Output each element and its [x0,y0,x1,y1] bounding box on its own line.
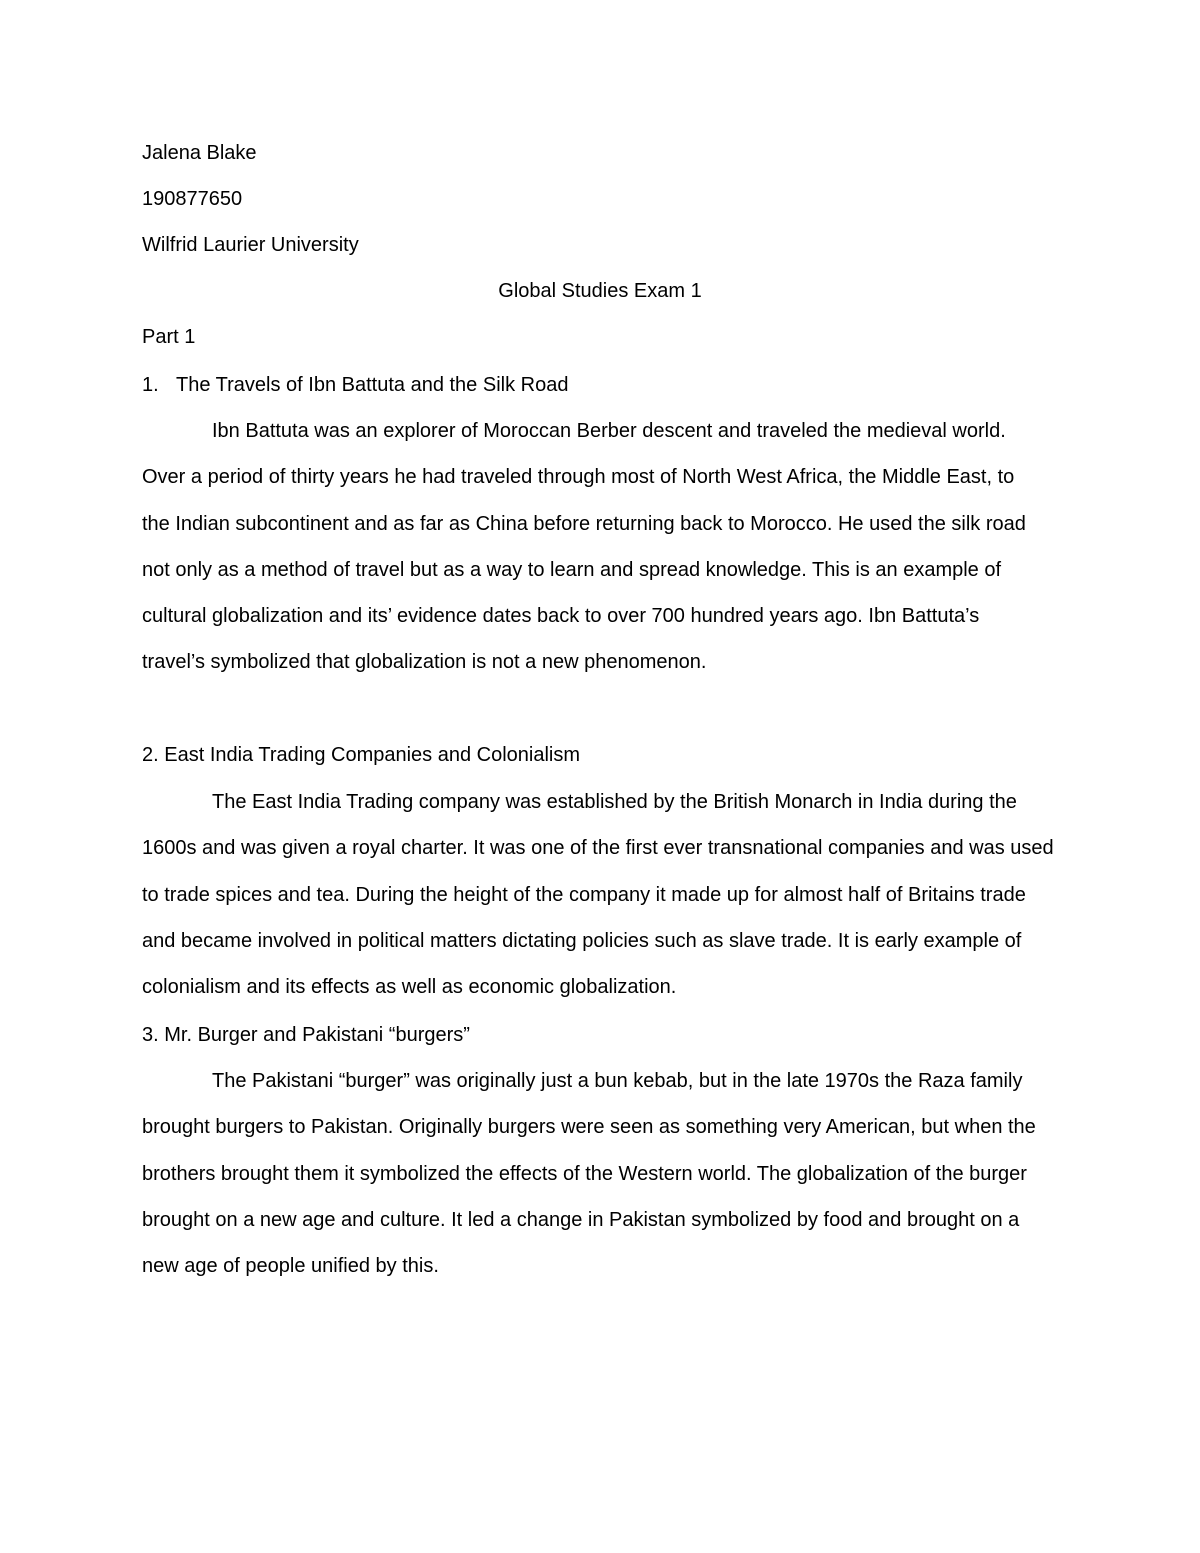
student-id: 190877650 [142,188,243,210]
section-heading-2: 2. East India Trading Companies and Colonialism [142,744,581,766]
section-heading-1-text: The Travels of Ibn Battuta and the Silk Road [176,374,569,396]
document-title: Global Studies Exam 1 [498,280,702,302]
section-body-1: Ibn Battuta was an explorer of Moroccan Berber descent and traveled the medieval world. Over a period of thirty years he had traveled through most of North West Africa, the Middle East, to the Indian subcontinent and as far as China before returning back to Morocco. He used the silk road not only as a method of travel but as a way to learn and spread knowledge. This is an example of cultural globalization and its’ evidence dates back to over 700 hundred years ago. Ibn Battuta’s travel’s symbolized that globalization is not a new phenomenon. [142,420,1026,674]
university-name: Wilfrid Laurier University [142,234,359,256]
section-heading-1 [142,373,568,397]
section-body-3: The Pakistani “burger” was originally just a bun kebab, but in the late 1970s the Raza family brought burgers to Pakistan. Originally burgers were seen as something very American, but when the brothers brought them it symbolized the effects of the Western world. The globalization of the burger brought on a new age and culture. It led a change in Pakistan symbolized by food and brought on a new age of people unified by this. [142,1070,1036,1278]
part-label: Part 1 [142,326,196,348]
section-heading-3: 3. Mr. Burger and Pakistani “burgers” [142,1024,470,1046]
section-body-2: The East India Trading company was established by the British Monarch in India during the 1600s and was given a royal charter. It was one of the first ever transnational companies and was used to trade spices and tea. During the height of the company it made up for almost half of Britains trade and became involved in political matters dictating policies such as slave trade. It is early example of colonialism and its effects as well as economic globalization. [142,791,1054,999]
author-name: Jalena Blake [142,142,257,164]
section-number-1: 1. [142,374,159,396]
